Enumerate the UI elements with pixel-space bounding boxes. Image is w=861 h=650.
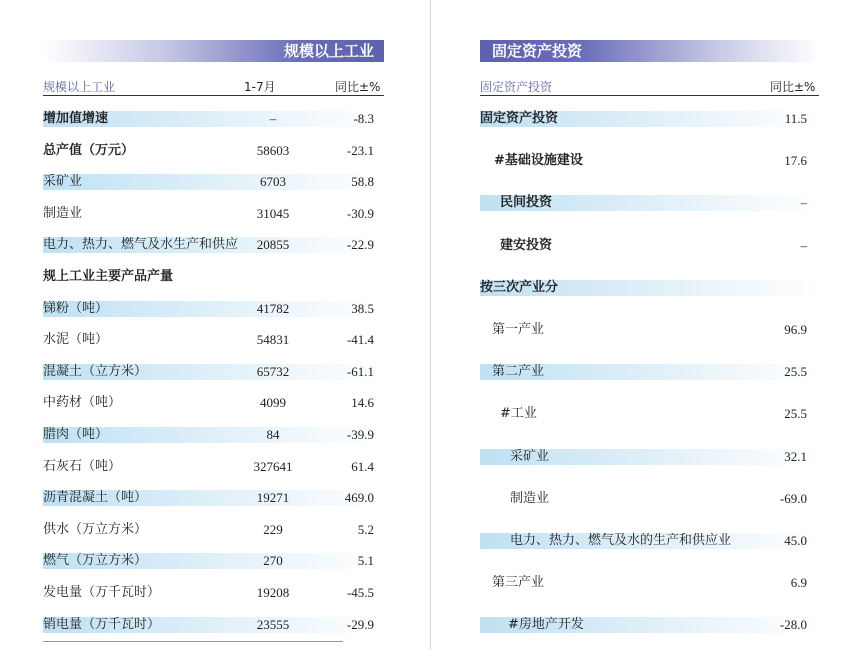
left-table-row (43, 174, 384, 190)
row-label: 按三次产业分 (480, 280, 559, 295)
row-label: 销电量（万千瓦时） (43, 617, 161, 632)
row-label: 增加值增速 (43, 111, 109, 126)
row-yoy: – (800, 238, 807, 253)
row-value: 58603 (256, 143, 290, 158)
left-header-label: 规模以上工业 (43, 80, 116, 94)
row-yoy: 25.5 (784, 364, 807, 379)
row-yoy: 61.4 (351, 459, 374, 474)
row-yoy: -23.1 (346, 143, 374, 158)
left-table-row (43, 585, 384, 601)
left-table-row (43, 490, 384, 506)
row-yoy: 6.9 (790, 575, 807, 590)
row-yoy: 469.0 (344, 490, 374, 505)
row-value: 270 (263, 553, 283, 568)
row-label: 第二产业 (492, 364, 545, 379)
row-yoy: -22.9 (346, 237, 374, 252)
row-value: 20855 (256, 237, 290, 252)
row-label: 石灰石（吨） (43, 459, 122, 474)
row-value: – (269, 111, 277, 126)
left-table-row (43, 553, 384, 569)
row-yoy: -29.9 (346, 617, 374, 632)
row-yoy: 32.1 (784, 449, 807, 464)
row-label: 中药材（吨） (43, 395, 122, 410)
right-section-banner: 固定资产投资 (480, 40, 819, 62)
row-yoy: -8.3 (353, 111, 374, 126)
row-yoy: -39.9 (346, 427, 374, 442)
right-table-row (480, 238, 819, 254)
row-value: 4099 (260, 395, 286, 410)
row-label: 制造业 (43, 206, 83, 221)
left-table-row (43, 617, 384, 633)
row-yoy: 96.9 (784, 322, 807, 337)
row-label: 第一产业 (492, 322, 545, 337)
row-label: 供水（万立方米） (43, 522, 148, 537)
left-table-row (43, 111, 384, 127)
right-table-row (480, 153, 819, 169)
row-value: 229 (263, 522, 283, 537)
left-header-rule (43, 95, 384, 96)
row-yoy: 5.2 (357, 522, 374, 537)
row-yoy: 17.6 (784, 153, 807, 168)
row-yoy: 38.5 (351, 301, 374, 316)
row-label: 采矿业 (43, 174, 83, 189)
left-table-row (43, 364, 384, 380)
row-label: #工业 (500, 406, 537, 421)
row-label: 发电量（万千瓦时） (43, 585, 161, 600)
row-label: 混凝土（立方米） (43, 364, 148, 379)
left-table-row (43, 237, 384, 253)
row-label: 电力、热力、燃气及水生产和供应 (43, 237, 239, 252)
row-value: 6703 (260, 174, 286, 189)
right-table-row (480, 322, 819, 338)
row-label: 水泥（吨） (43, 332, 109, 347)
row-yoy: 45.0 (784, 533, 807, 548)
row-yoy: -69.0 (779, 491, 807, 506)
row-label: 民间投资 (500, 195, 553, 210)
left-table-row (43, 206, 384, 222)
row-value: 19208 (256, 585, 290, 600)
left-table-row (43, 427, 384, 443)
row-yoy: -30.9 (346, 206, 374, 221)
right-table-row (480, 111, 819, 127)
row-value: 19271 (256, 490, 290, 505)
row-label: 第三产业 (492, 575, 545, 590)
right-table-row (480, 575, 819, 591)
row-yoy: -61.1 (346, 364, 374, 379)
row-value: 327641 (253, 459, 293, 474)
row-label: 锑粉（吨） (43, 301, 109, 316)
row-label: 建安投资 (500, 238, 553, 253)
left-header-yoy: 同比±% (335, 80, 381, 94)
row-label: 燃气（万立方米） (43, 553, 148, 568)
row-label: 电力、热力、燃气及水的生产和供应业 (510, 533, 732, 548)
row-value: 65732 (256, 364, 290, 379)
right-table-row (480, 533, 819, 549)
row-yoy: -45.5 (346, 585, 374, 600)
row-label: 采矿业 (510, 449, 550, 464)
row-label: #基础设施建设 (494, 153, 583, 168)
row-value: 84 (266, 427, 280, 442)
row-yoy: 25.5 (784, 406, 807, 421)
row-yoy: 14.6 (351, 395, 374, 410)
row-value: 41782 (256, 301, 290, 316)
row-label: #房地产开发 (508, 617, 584, 632)
row-yoy: 11.5 (784, 111, 807, 126)
right-table-row (480, 280, 819, 296)
right-header-label: 固定资产投资 (480, 80, 553, 94)
left-header-period: 1-7月 (244, 80, 276, 94)
right-header-rule (480, 95, 819, 96)
row-label: 制造业 (510, 491, 550, 506)
row-value: 23555 (256, 617, 290, 632)
left-table-row (43, 269, 384, 285)
right-table-row (480, 449, 819, 465)
row-yoy: 5.1 (357, 553, 374, 568)
right-table-row (480, 406, 819, 422)
left-section-banner: 规模以上工业 (43, 40, 384, 62)
row-label: 腊肉（吨） (43, 427, 109, 442)
left-table-row (43, 459, 384, 475)
left-table-row (43, 395, 384, 411)
right-table-row (480, 491, 819, 507)
page-divider (430, 0, 431, 649)
left-table-row (43, 301, 384, 317)
row-yoy: – (800, 195, 807, 210)
right-table-row (480, 617, 819, 633)
right-header-yoy: 同比±% (770, 80, 816, 94)
row-label: 规上工业主要产品产量 (43, 269, 174, 284)
row-yoy: 58.8 (351, 174, 374, 189)
row-value: 54831 (256, 332, 290, 347)
left-table-row (43, 522, 384, 538)
right-table-row (480, 364, 819, 380)
right-table-row (480, 195, 819, 211)
row-label: 总产值（万元） (43, 143, 135, 158)
row-yoy: -41.4 (346, 332, 374, 347)
left-table-row (43, 332, 384, 348)
row-yoy: -28.0 (779, 617, 807, 632)
row-value: 31045 (256, 206, 290, 221)
left-table-row (43, 143, 384, 159)
row-label: 沥青混凝土（吨） (43, 490, 148, 505)
row-label: 固定资产投资 (480, 111, 559, 126)
